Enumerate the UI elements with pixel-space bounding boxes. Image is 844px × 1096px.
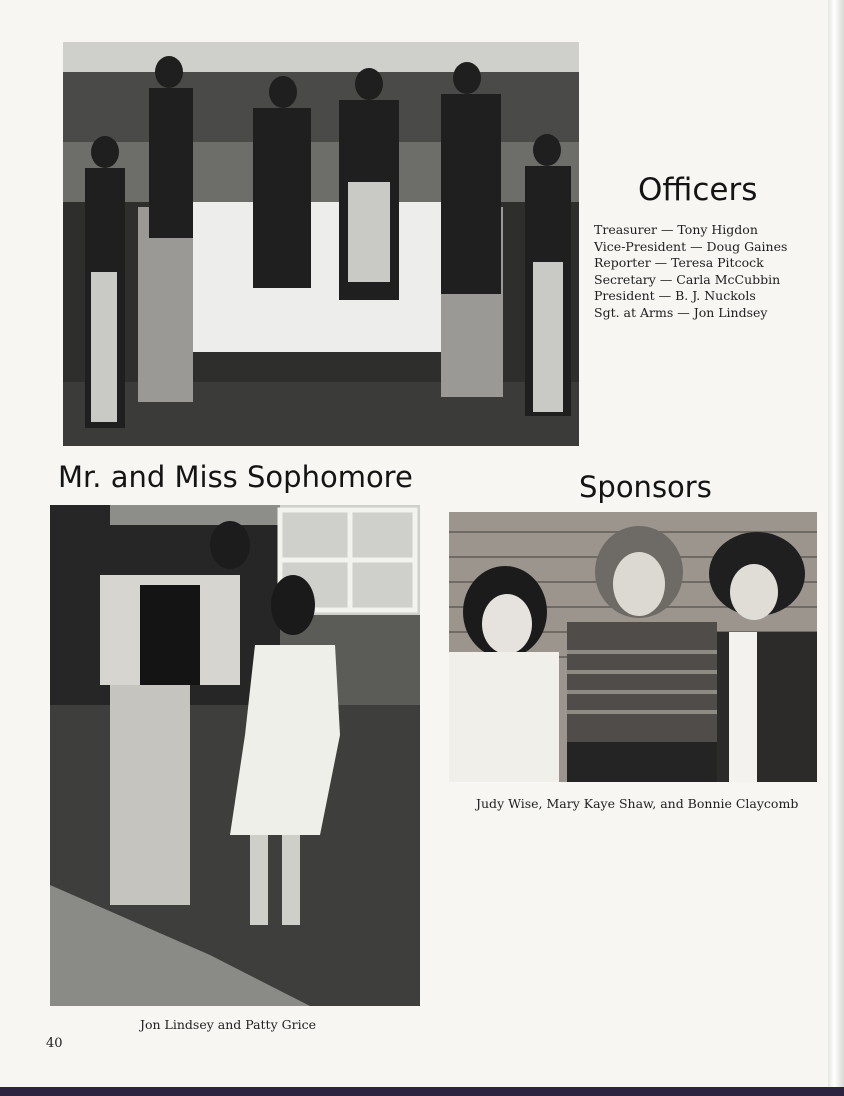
mr-miss-sophomore-photo (50, 505, 420, 1006)
officer-secretary: Secretary — Carla McCubbin (594, 271, 781, 287)
page-number: 40 (46, 1036, 63, 1051)
page-edge (828, 0, 844, 1096)
officer-treasurer: Treasurer — Tony Higdon (594, 222, 758, 237)
officers-heading: Officers (638, 172, 758, 208)
mr-miss-sophomore-heading: Mr. and Miss Sophomore (58, 460, 413, 494)
officers-photo (63, 42, 579, 446)
page-bottom-band (0, 1087, 844, 1096)
sponsors-heading: Sponsors (579, 470, 712, 504)
mr-miss-sophomore-caption: Jon Lindsey and Patty Grice (140, 1017, 316, 1032)
sponsors-photo (449, 512, 817, 782)
officer-reporter: Reporter — Teresa Pitcock (594, 255, 764, 271)
officer-president: President — B. J. Nuckols (594, 288, 756, 304)
sponsors-caption: Judy Wise, Mary Kaye Shaw, and Bonnie Claycomb (476, 796, 799, 811)
officer-sgt-at-arms: Sgt. at Arms — Jon Lindsey (594, 304, 768, 320)
officer-vice-president: Vice-President — Doug Gaines (594, 238, 788, 254)
officers-list (594, 222, 787, 322)
